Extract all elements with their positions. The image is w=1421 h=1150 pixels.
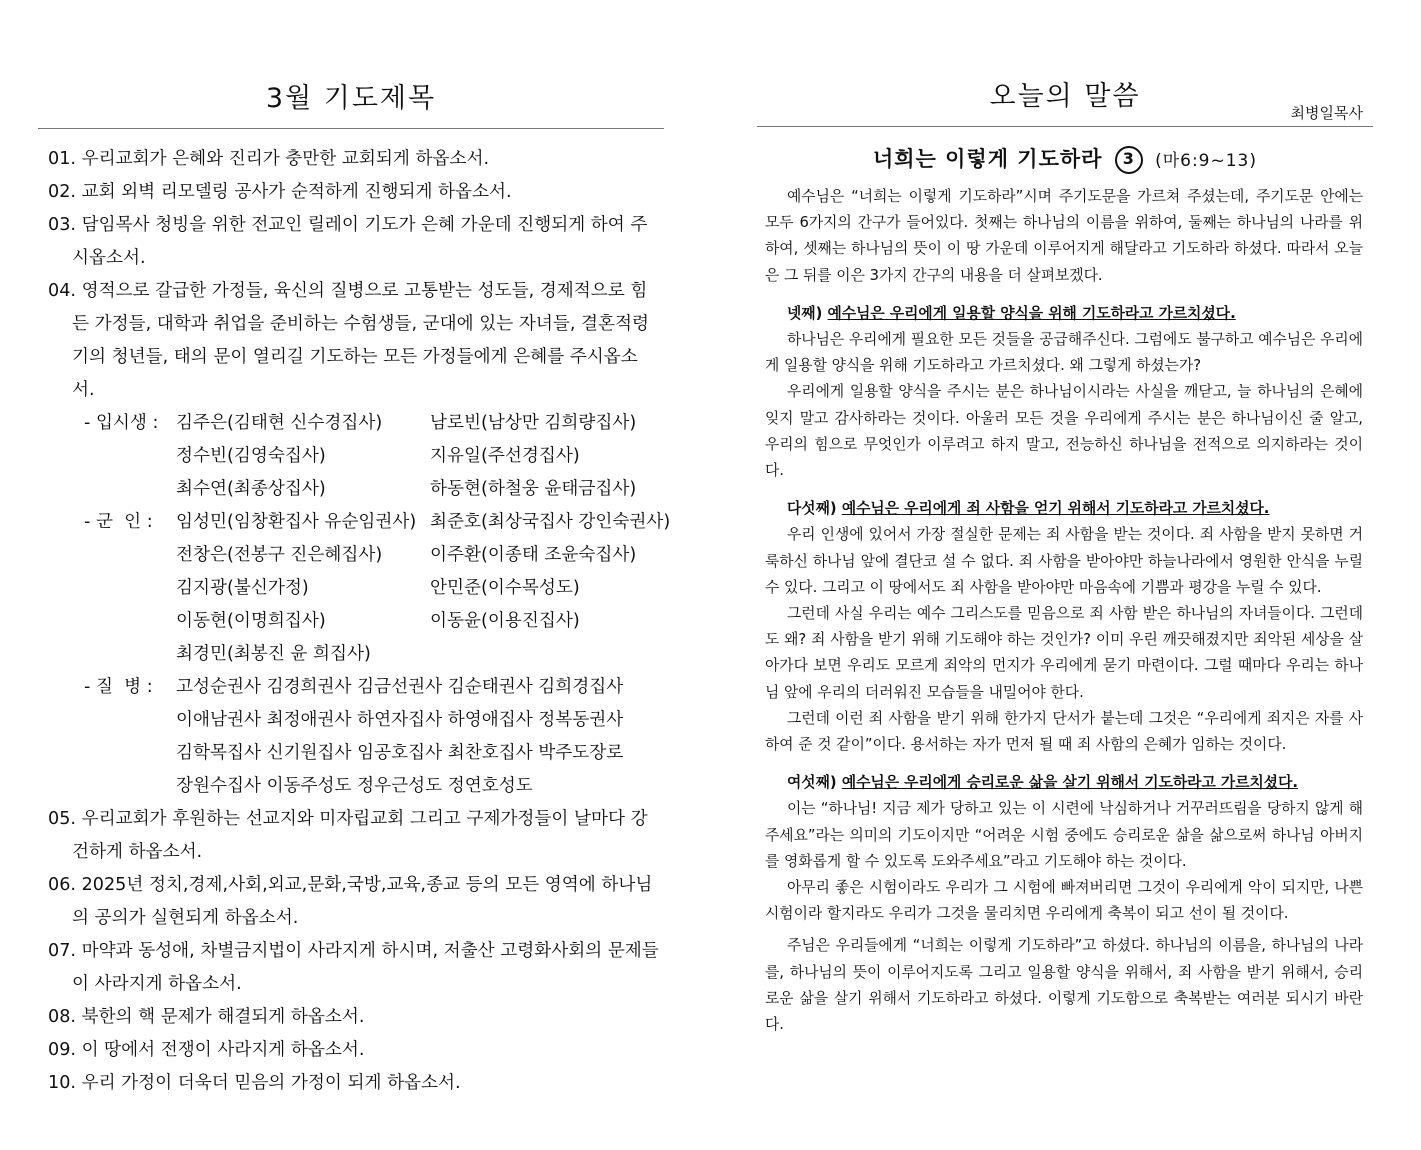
paragraph: 그런데 이런 죄 사함을 받기 위해 한가지 단서가 붙는데 그것은 “우리에게 죄지은 자를 사하여 준 것 같이”이다. 용서하는 자가 먼저 될 때 죄 사함의 은혜가 임하는 것이다. [765, 709, 1363, 754]
item-text: 우리 가정이 더욱더 믿음의 가정이 되게 하옵소서. [81, 1073, 461, 1093]
sermon-body [757, 184, 1373, 1038]
paragraph: 그런데 사실 우리는 예수 그리스도를 믿음으로 죄 사함 받은 하나님의 자녀들이다. 그런데도 왜? 죄 사함을 받기 위해 기도해야 하는 것인가? 이미 우린 깨끗해졌지만 죄악된 세상을 살아가다 보면 우리도 모르게 죄악의 먼지가 우리에게 묻기 마련이다. 그럴 때마다 우리는 하나님 앞에 우리의 더러워진 모습들을 내밀어야 한다. [765, 605, 1363, 701]
name-entry: 하동현(하철웅 윤태금집사) [430, 479, 637, 499]
item-number: 03. [48, 215, 76, 235]
title-divider [38, 128, 664, 129]
sub-label: - 입시생 : [84, 413, 159, 433]
item-text: 2025년 정치,경제,사회,외교,문화,국방,교육,종교 등의 모든 영역에 하나님의 공의가 실현되게 하옵소서. [72, 875, 653, 928]
name-entry: 남로빈(남상만 김희량집사) [430, 413, 637, 433]
name-entry: 이주환(이종태 조윤숙집사) [430, 545, 637, 565]
item-number: 01. [48, 149, 76, 169]
item-text: 마약과 동성애, 차별금지법이 사라지게 하시며, 저출산 고령화사회의 문제들이 사라지게 하옵소서. [72, 941, 659, 994]
name-entry: 임성민(임창환집사 유순임권사) [176, 512, 417, 532]
page-title: 3월 기도제목 [265, 83, 437, 114]
paragraph: 우리에게 일용할 양식을 주시는 분은 하나님이시라는 사실을 깨닫고, 늘 하나님의 은혜에 잊지 말고 감사하라는 것이다. 아울러 모든 것을 우리에게 주시는 분은 하나님이신 줄 알고, 우리의 힘으로 무엇인가 이루려고 하지 말고, 전능하신 하나님을 전적으로 의지하라는 것이다. [765, 383, 1363, 480]
sub-label: - 질 병 : [84, 677, 153, 697]
item-text: 북한의 핵 문제가 해결되게 하옵소서. [81, 1007, 365, 1027]
paragraph: 우리 인생에 있어서 가장 절실한 문제는 죄 사함을 받는 것이다. 죄 사함을 받지 못하면 거룩하신 하나님 앞에 결단코 설 수 없다. 죄 사함을 받아야만 하늘나라에서 영원한 안식을 누릴 수 있다. 그리고 이 땅에서도 죄 사함을 받아야만 마음속에 기쁨과 평강을 누릴 수 있다. [765, 526, 1363, 596]
pastor-name: 최병일목사 [1290, 104, 1363, 122]
section-heading-text: 예수님은 우리에게 일용할 양식을 위해 기도하라고 가르치셨다. [827, 304, 1236, 322]
name-entry: 전창은(전봉구 진은혜집사) [176, 545, 383, 565]
name-entry: 이동현(이명희집사) [176, 611, 326, 631]
name-line: 이애남권사 최정애권사 하연자집사 하영애집사 정복동권사 [176, 710, 624, 730]
prayer-item [48, 869, 660, 935]
illness-list [48, 671, 660, 803]
item-number: 04. [48, 281, 76, 301]
name-line: 김학목집사 신기원집사 임공호집사 최찬호집사 박주도장로 [176, 743, 624, 763]
prayer-topics-page [38, 74, 671, 1100]
name-entry: 지유일(주선경집사) [430, 446, 580, 466]
prayer-item [48, 803, 660, 869]
prayer-item [48, 176, 660, 209]
item-text: 이 땅에서 전쟁이 사라지게 하옵소서. [81, 1040, 365, 1060]
name-line: 고성순권사 김경희권사 김금선권사 김순태권사 김희경집사 [176, 677, 624, 697]
paragraph: 이는 “하나님! 지금 제가 당하고 있는 이 시련에 낙심하거나 거꾸러뜨림을 당하지 않게 해 주세요”라는 의미의 기도이지만 “어려운 시험 중에도 승리로운 삶을 삶으로써 하나님 아버지를 영화롭게 할 수 있도록 도와주세요”라고 기도해야 하는 것이다. [765, 800, 1363, 870]
section-lead: 여섯째) [787, 774, 837, 792]
closing-paragraph: 주님은 우리들에게 “너희는 이렇게 기도하라”고 하셨다. 하나님의 이름을, 하나님의 나라를, 하나님의 뜻이 이루어지도록 그리고 일용할 양식을 위해서, 죄 사함을 받기 위해서, 승리로운 삶을 살기 위해서 기도하라고 하셨다. 이렇게 기도함으로 축복받는 여러분 되시기 바란다. [765, 937, 1363, 1034]
item-text: 담임목사 청빙을 위한 전교인 릴레이 기도가 은혜 가운데 진행되게 하여 주시옵소서. [72, 215, 648, 268]
prayer-item [48, 143, 660, 176]
item-number: 08. [48, 1007, 76, 1027]
name-line: 장원수집사 이동주성도 정우근성도 정연호성도 [176, 776, 533, 796]
section-lead: 넷째) [787, 304, 823, 322]
sermon-page [757, 74, 1373, 1038]
prayer-item [48, 275, 660, 407]
name-entry: 정수빈(김영숙집사) [176, 446, 326, 466]
prayer-item [48, 935, 660, 1001]
item-number: 07. [48, 941, 76, 961]
prayer-item [48, 1067, 660, 1100]
section-heading [765, 301, 1363, 327]
section-heading [765, 496, 1363, 522]
prayer-item [48, 1001, 660, 1034]
section-heading-text: 예수님은 우리에게 죄 사함을 얻기 위해서 기도하라고 가르치셨다. [841, 500, 1270, 518]
section-lead: 다섯째) [787, 500, 837, 518]
sermon-part-number: 3 [1115, 146, 1143, 174]
item-text: 우리교회가 후원하는 선교지와 미자립교회 그리고 구제가정들이 날마다 강건하게 하옵소서. [72, 809, 648, 862]
name-entry: 최수연(최종상집사) [176, 479, 326, 499]
name-entry: 김주은(김태현 신수경집사) [176, 413, 383, 433]
item-number: 02. [48, 182, 76, 202]
sub-label: - 군 인 : [84, 512, 153, 532]
name-entry: 김지광(불신가정) [176, 578, 309, 598]
name-entry: 안민준(이수목성도) [430, 578, 580, 598]
prayer-item [48, 209, 660, 275]
item-number: 05. [48, 809, 76, 829]
sermon-title-text: 너희는 이렇게 기도하라 [872, 147, 1103, 171]
section-heading-text: 예수님은 우리에게 승리로운 삶을 살기 위해서 기도하라고 가르치셨다. [841, 774, 1299, 792]
name-entry: 이동윤(이용진집사) [430, 611, 580, 631]
sermon-title [757, 143, 1373, 174]
military-list [48, 506, 671, 671]
page-title: 오늘의 말씀 [989, 81, 1141, 112]
item-text: 영적으로 갈급한 가정들, 육신의 질병으로 고통받는 성도들, 경제적으로 힘든 가정들, 대학과 취업을 준비하는 수험생들, 군대에 있는 자녀들, 결혼적령기의 청년들, 태의 문이 열리길 기도하는 모든 가정들에게 은혜를 주시옵소서. [72, 281, 649, 400]
title-divider [757, 126, 1373, 127]
paragraph: 하나님은 우리에게 필요한 모든 것들을 공급해주신다. 그럼에도 불구하고 예수님은 우리에게 일용할 양식을 위해 기도하라고 가르치셨다. 왜 그렇게 하셨는가? [765, 331, 1363, 375]
prayer-item [48, 1034, 660, 1067]
prayer-list [38, 143, 671, 1100]
section-heading [765, 770, 1363, 796]
paragraph: 아무리 좋은 시험이라도 우리가 그 시험에 빠져버리면 그것이 우리에게 악이 되지만, 나쁜 시험이라 할지라도 우리가 그것을 물리치면 우리에게 축복이 되고 선이 될 것이다. [765, 879, 1363, 923]
item-number: 10. [48, 1073, 76, 1093]
name-entry: 최경민(최봉진 윤 희집사) [176, 644, 371, 664]
item-number: 06. [48, 875, 76, 895]
exam-students-list [48, 407, 660, 506]
item-text: 교회 외벽 리모델링 공사가 순적하게 진행되게 하옵소서. [81, 182, 512, 202]
name-entry: 최준호(최상국집사 강인숙권사) [430, 512, 671, 532]
scripture-reference: (마6:9~13) [1155, 151, 1258, 171]
item-number: 09. [48, 1040, 76, 1060]
item-text: 우리교회가 은혜와 진리가 충만한 교회되게 하옵소서. [81, 149, 490, 169]
intro-paragraph: 예수님은 “너희는 이렇게 기도하라”시며 주기도문을 가르쳐 주셨는데, 주기도문 안에는 모두 6가지의 간구가 들어있다. 첫째는 하나님의 이름을 위하여, 둘째는 하나님의 나라를 위하여, 셋째는 하나님의 뜻이 이 땅 가운데 이루어지게 해달라고 기도하라 하셨다. 따라서 오늘은 그 뒤를 이은 3가지 간구의 내용을 더 살펴보겠다. [765, 188, 1363, 284]
